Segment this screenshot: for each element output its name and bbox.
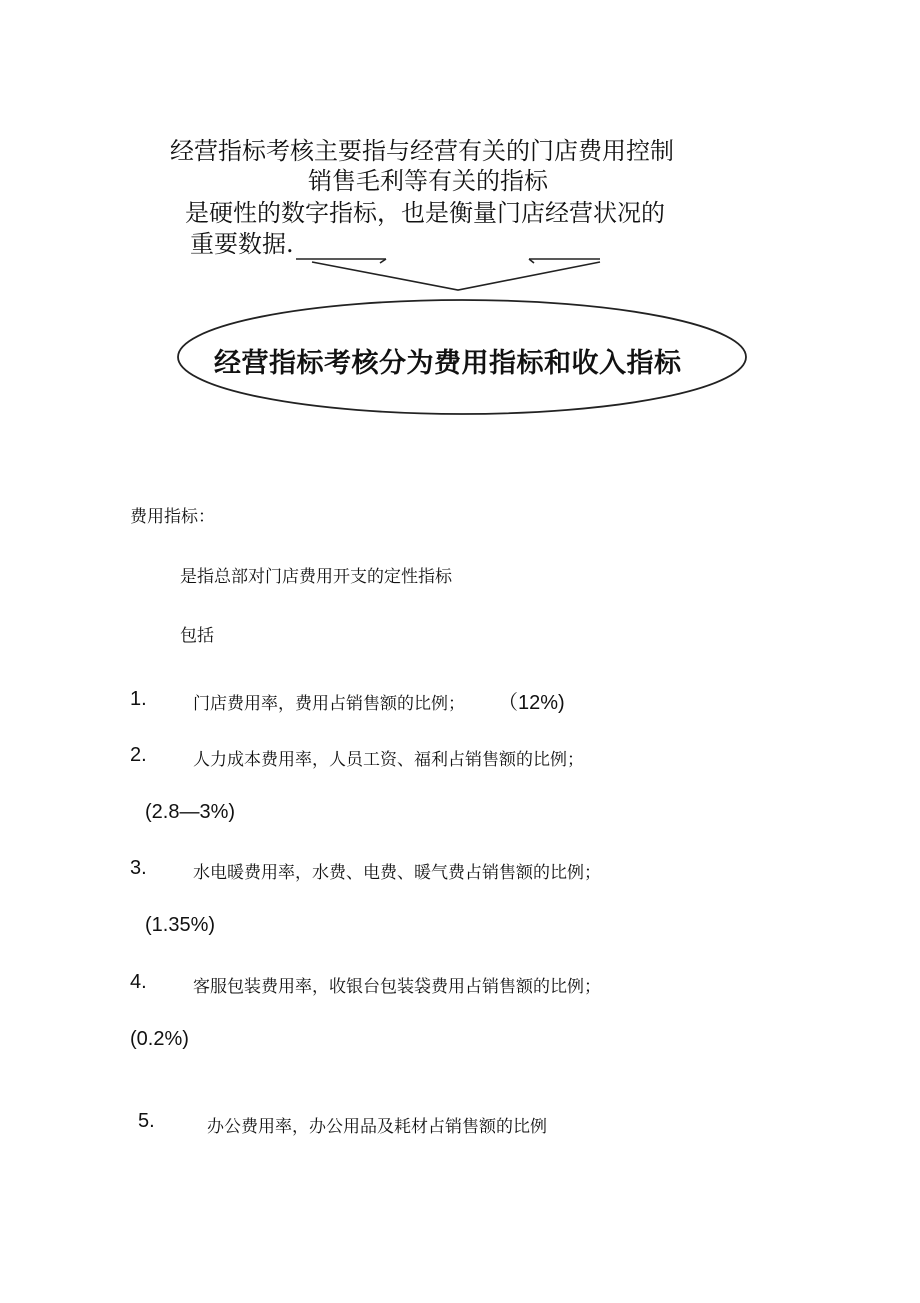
intro-line-2: 销售毛利等有关的指标 — [308, 167, 548, 195]
item-3-percentage: (1.35%) — [145, 914, 216, 936]
definition-text: 是指总部对门店费用开支的定性指标 — [180, 567, 452, 587]
intro-line-1: 经营指标考核主要指与经营有关的门店费用控制 — [170, 137, 674, 165]
item-3-text: 水电暖费用率，水费、电费、暖气费占销售额的比例； — [193, 863, 601, 883]
merge-arrow — [296, 259, 600, 290]
section-title: 费用指标： — [130, 507, 215, 527]
item-4-number: 4. — [130, 971, 147, 993]
item-2-percentage: (2.8—3%) — [145, 801, 236, 823]
item-1-percentage: （12%) — [498, 692, 565, 714]
intro-line-4: 重要数据. — [190, 230, 294, 258]
item-1-text: 门店费用率，费用占销售额的比例； — [193, 694, 465, 714]
item-4-text: 客服包装费用率，收银台包装袋费用占销售额的比例； — [193, 977, 601, 997]
item-2-number: 2. — [130, 744, 147, 766]
item-5-number: 5. — [138, 1110, 155, 1132]
item-4-percentage: (0.2%) — [130, 1028, 189, 1050]
arrow-head — [312, 262, 600, 290]
item-2-text: 人力成本费用率，人员工资、福利占销售额的比例； — [193, 750, 584, 770]
item-5-text: 办公费用率，办公用品及耗材占销售额的比例 — [207, 1117, 547, 1137]
includes-label: 包括 — [180, 626, 214, 646]
item-3-number: 3. — [130, 857, 147, 879]
item-1-number: 1. — [130, 688, 147, 710]
intro-line-3: 是硬性的数字指标，也是衡量门店经营状况的 — [185, 199, 665, 227]
ellipse-label: 经营指标考核分为费用指标和收入指标 — [214, 348, 682, 379]
